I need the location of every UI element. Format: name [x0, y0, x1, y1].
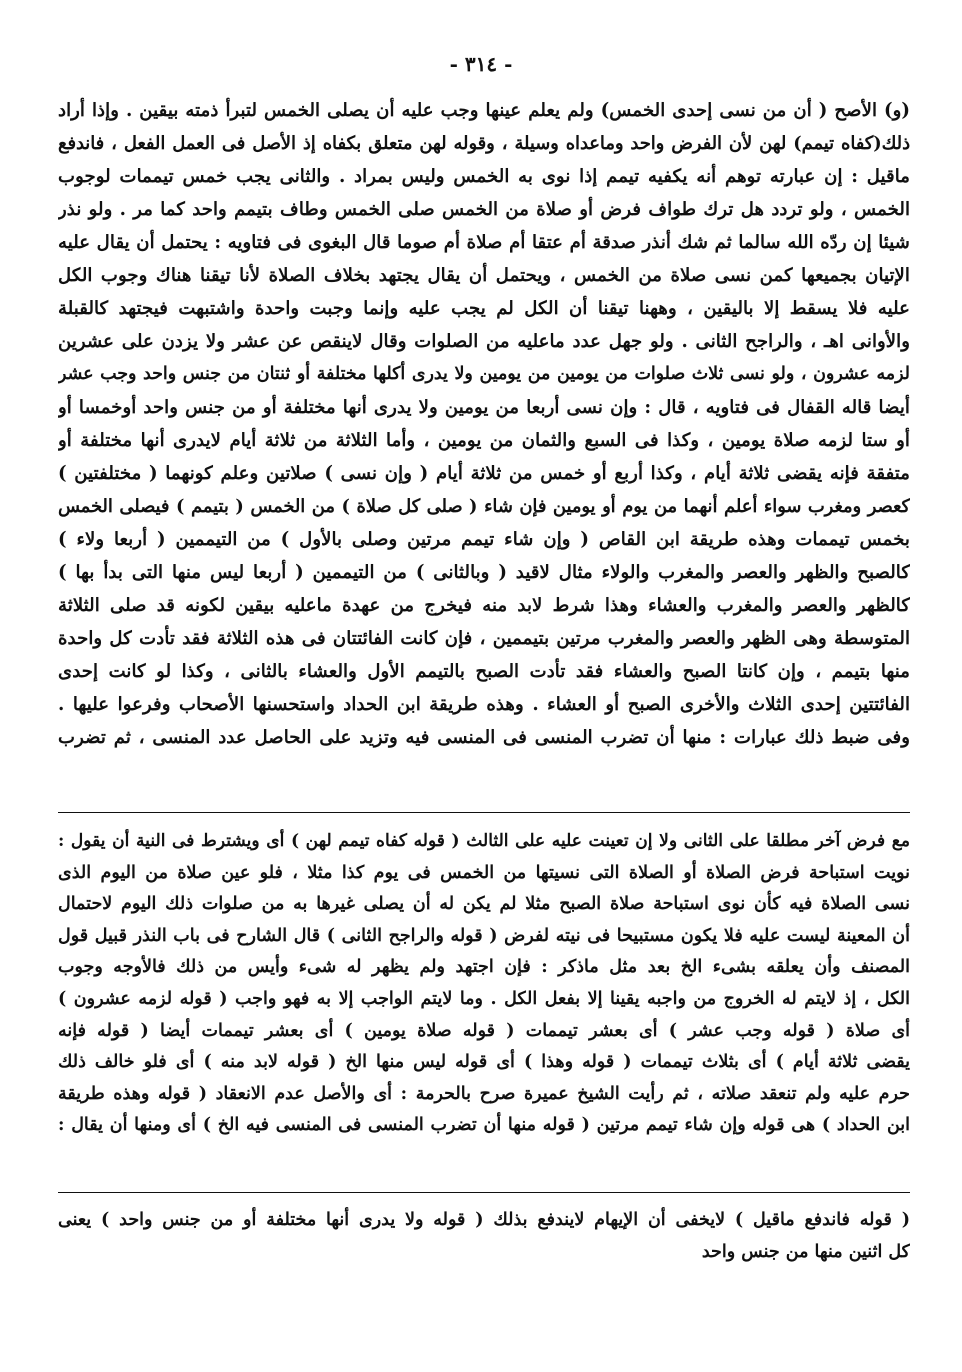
footnote-divider [58, 812, 910, 813]
main-line: والأوانى اهـ ، والراجح الثانى . ولو جهل عدد ماعليه من الصلوات وقال لاينقص عن عشر ولا يزدن على عشرين [58, 331, 910, 352]
note-line: ابن الحداد ) هى قوله وإن شاء تيمم مرتين ( قوله منها أن تضرب المنسى فى المنسى فيه الخ ) أى ومنها أن يقال : [58, 1115, 910, 1136]
main-line: متفقة فإنه يقضى ثلاثة أيام ، وكذا أربع أو خمس من ثلاثة أيام ( وإن نسى ) صلاتين وعلم كونهما ( مختلفتين ) [58, 463, 910, 484]
main-line: (و) الأصح ( أن من نسى إحدى الخمس) ولم يعلم عينها وجب عليه أن يصلى الخمس لتبرأ ذمته بيقين . وإذا أراد [58, 100, 910, 121]
note-line: نويت استباحة فرض الصلاة أو الصلاة التى نسيتها من الخمس فى يوم كذا مثلا ، فلو عين صلاة من اليوم الذى [58, 862, 910, 883]
note-line: يقضى ثلاثة أيام ) أى بثلاث تيممات ( قوله وهذا ) أى قوله ليس منها الخ ( قوله لابد منه ) أى فلو خالف ذلك [58, 1052, 910, 1073]
main-line: لزمه عشرون ، ولو نسى ثلاث صلوات من يومين من يومين ولا يدرى أكلها مختلفة أو ثنتان من جنس واحد وجب عشر [58, 364, 910, 384]
page-number: - ٣١٤ - [449, 52, 513, 76]
main-line: أيضا قاله القفال فى فتاويه ، قال : وإن نسى أربعا من يومين ولا يدرى أنها مختلفة أو من جنس واحد أوخمسا أو [58, 397, 910, 418]
main-line: بخمس تيممات وهذه طريقة ابن القاص ( وإن شاء تيمم مرتين وصلى بالأول ) من التيممين ( أربعا ولاء ) [58, 529, 910, 550]
note2-line: ( قوله فاندفع ماقيل ) لايخفى أن الإيهام لايندفع بذلك ( قوله ولا يدرى أنها مختلفة أو من جنس واحد ) يعنى [58, 1210, 910, 1230]
main-line: الفائتتين إحدى الثلاث والأخرى الصبح أو العشاء . وهذه طريقة ابن الحداد واستحسنها الأصحاب وفرعوا عليها . [58, 694, 910, 715]
note-line: نسى الصلاة فيه كأن نوى استباحة صلاة الصبح مثلا لم يكن له أن يصلى غيرها به من صلوات ذلك اليوم لاحتمال [58, 894, 910, 915]
main-line: كعصر ومغرب سواء أعلم أنهما من يوم أو يومين فإن شاء ( صلى كل صلاة ) من الخمس ( بتيمم ) فيصلى الخمس [58, 496, 910, 517]
note-line: الكل ، إذ لايتم له الخروج من واجبه يقينا إلا بفعل الكل . وما لايتم الواجب إلا به فهو واجب ( قوله لزمه عشرون ) [58, 988, 910, 1009]
footnote-divider-2 [58, 1192, 910, 1193]
main-line: الخمس ، ولو تردد هل ترك طواف فرض أو صلاة من الخمس صلى الخمس وطاف بتيمم واحد كما مر . ولو نذر [58, 199, 910, 220]
main-line: الإتيان بجميعها كمن نسى صلاة من الخمس ، ويحتمل أن يقال يجتهد بخلاف الصلاة لأنا تيقنا هناك وجوب الكل [58, 265, 910, 286]
main-line: كالظهر والعصر والمغرب والعشاء وهذا شرط لابد منه فيخرج من عهدة ماعليه بيقين لكونه قد صلى الثلاثة [58, 595, 910, 616]
main-line: شيئا إن ردّه الله سالما ثم شك أنذر صدقة أم عتقا أم صلاة أم صوما قال البغوى فى فتاويه : يحتمل أن يقال عليه [58, 232, 910, 253]
main-line: ذلك(كفاه تيمم) لهن لأن الفرض واحد وماعداه وسيلة ، وقوله لهن متعلق بكفاه إذ الأصل فى العمل الفعل ، فاندفع [58, 133, 910, 154]
secondary-notes [58, 1204, 910, 1268]
note-line: المصنف وأن يعلقه بشىء الخ بعد مثل ماذكر : فإن اجتهد ولم يظهر له شىء وأيس من ذلك فالأوجه وجوب [58, 957, 910, 978]
note-line: مع فرض آخر مطلقا على الثانى ولا إن تعينت عليه على الثالث ( قوله كفاه تيمم لهن ) أى ويشترط فى النية أن يقول : [58, 831, 910, 851]
main-line: كالصبح والظهر والعصر والمغرب والولاء مثال لاقيد ( وبالثانى ) من التيممين ( أربعا ليس منها التى بدأ بها ) [58, 562, 910, 583]
main-line: أو ستا لزمه صلاة يومين ، وكذا فى السبع والثمان من يومين ، وأما الثلاثة من ثلاثة أيام لايدرى أنها مختلفة أو [58, 430, 910, 451]
note-line: أى صلاة ( قوله وجب عشر ) أى بعشر تيممات ( قوله صلاة يومين ) أى بعشر تيممات أيضا ( قوله فإنه [58, 1020, 910, 1041]
main-line: عليه فلا يسقط إلا باليقين ، وههنا تيقنا أن الكل لم يجب عليه وإنما وجبت واحدة واشتبهت فيجتهد كالقبلة [58, 298, 910, 319]
note-line: أن المعينة ليست عليه فلا يكون مستبيحا فى نيته لفرض ( قوله والراجح الثانى ) قال الشارح فى باب النذر قبيل قول [58, 925, 910, 946]
main-line: المتوسطة وهى الظهر والعصر والمغرب مرتين بتيممين ، فإن كانت الفائتتان فى هذه الثلاثة فقد تأدت كل واحدة [58, 628, 910, 649]
main-text [58, 94, 910, 754]
note2-line: كل اثنين منها من جنس واحد [701, 1242, 910, 1262]
note-line: حرم عليه ولم تنعقد صلاته ، ثم رأيت الشيخ عميرة صرح بالحرمة : أى والأصل عدم الانعقاد ( قوله وهذه طريقة [58, 1083, 910, 1104]
main-line: ماقيل : إن عبارته توهم أنه يكفيه تيمم إذا نوى به الخمس وليس بمراد . والثانى يجب خمس تيممات لوجوب [58, 166, 910, 187]
commentary-notes [58, 826, 910, 1142]
main-line: منها بتيمم ، وإن كانتا الصبح والعشاء فقد تأدت الصبح بالتيمم الأول والعشاء بالثانى ، وكذا لو كانت إحدى [58, 661, 910, 682]
main-line: وفى ضبط ذلك عبارات : منها أن تضرب المنسى فى المنسى فيه وتزيد على الحاصل عدد المنسى ، ثم تضرب [58, 727, 910, 748]
